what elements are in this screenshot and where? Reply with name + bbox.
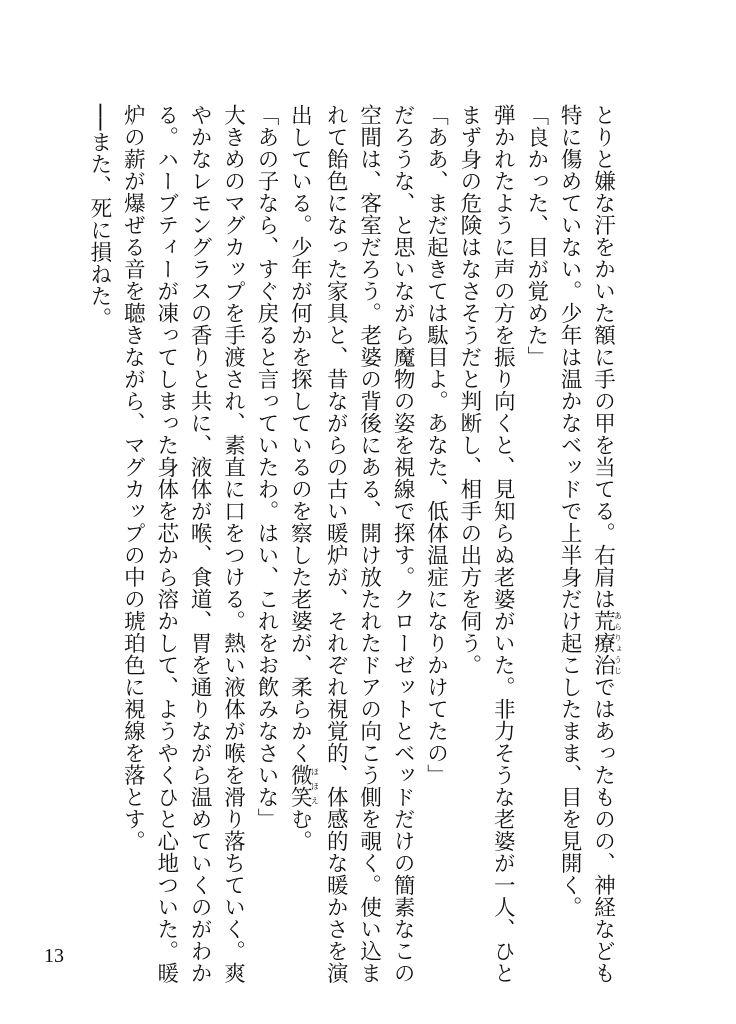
text-line: る。ハーブティーが凍ってしまった身体を芯から溶かして、ようやくひと心地ついた。暖 [153, 104, 179, 984]
text-line: 炉の薪が爆ぜる音を聴きながら、マグカップの中の琥珀色に視線を落とす。 [120, 104, 146, 852]
text-line: 「良かった、目が覚めた」 [523, 104, 549, 368]
text-line: だろうな、と思いながら魔物の姿を視線で探す。クローゼットとベッドだけの簡素なこの [390, 104, 416, 984]
text-line: 特に傷めていない。少年は温かなベッドで上半身だけ起こしたまま、目を見開く。 [557, 104, 583, 918]
furigana-ruby: 荒療治あらりょうじ [590, 610, 623, 676]
text-line: 弾かれたように声の方を振り向くと、見知らぬ老婆がいた。非力そうな老婆が一人、ひと [490, 104, 516, 984]
text-line: ──また、死に損ねた。 [86, 104, 112, 329]
text-line: とりと嫌な汗をかいた額に手の甲を当てる。右肩は荒療治あらりょうじではあったものの、神経なども [590, 104, 623, 984]
page-number: 13 [44, 945, 64, 967]
text-line: まず身の危険はなさそうだと判断し、相手の出方を伺う。 [456, 104, 482, 676]
text-line: やかなレモングラスの香りと共に、液体が喉、食道、胃を通りながら温めていくのがわか [187, 104, 213, 984]
text-line: 大きめのマグカップを手渡され、素直に口をつける。熱い液体が喉を滑り落ちていく。爽 [220, 104, 246, 984]
text-line: れて飴色になった家具と、昔ながらの古い暖炉が、それぞれ視覚的、体感的な暖かさを演 [323, 104, 349, 984]
furigana-ruby: 微笑ほほえ [287, 764, 320, 808]
vertical-text-body [86, 104, 623, 984]
text-line: 出している。少年が何かを探しているのを察した老婆が、柔らかく微笑ほほえむ。 [287, 104, 320, 852]
text-line: 「ああ、まだ起きては駄目よ。あなた、低体温症になりかけてたの」 [423, 104, 449, 786]
text-line: 空間は、客室だろう。老婆の背後にある、開け放たれたドアの向こう側を覗く。使い込ま [356, 104, 382, 984]
text-line: 「あの子なら、すぐ戻ると言っていたわ。はい、これをお飲みなさいな」 [253, 104, 279, 830]
